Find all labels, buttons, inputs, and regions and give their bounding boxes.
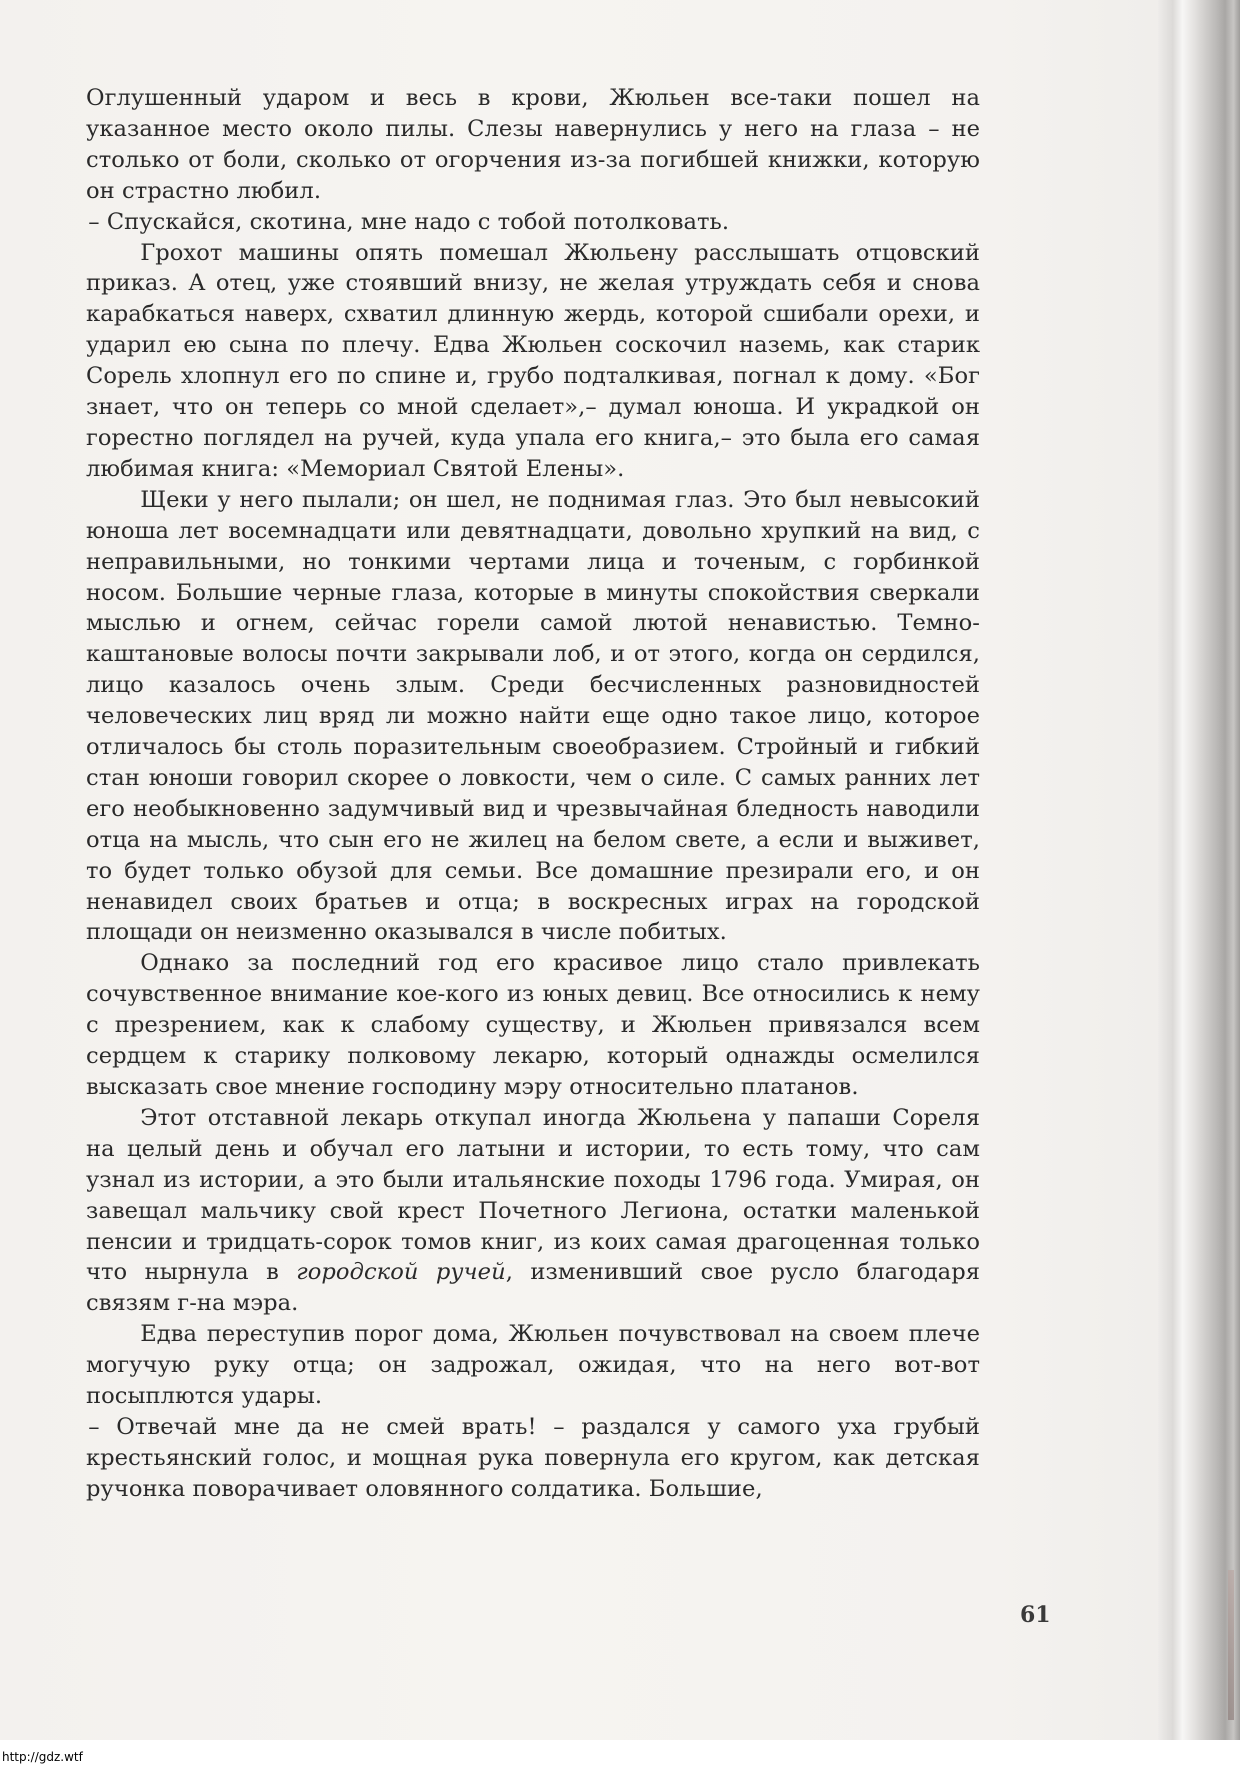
page-text [86, 83, 980, 1505]
italic-phrase: городской ручей [296, 1259, 506, 1286]
paragraph-text: Этот отставной лекарь откупал иногда Жюльена у папаши Сореля на целый день и обучал его латыни и истории, то есть тому, что сам узнал из истории, а это были итальянские походы 1796 года. Умирая, он завещал мальчику свой крест Почетного Легиона, остатки маленькой пенсии и тридцать-сорок томов книг, из коих самая драгоценная только что нырнула в [86, 1104, 980, 1286]
paragraph: Грохот машины опять помешал Жюльену расслышать отцовский приказ. А отец, уже стоявший внизу, не желая утруждать себя и снова карабкаться наверх, схватил длинную жердь, которой сшибали орехи, и ударил ею сына по плечу. Едва Жюльен соскочил наземь, как старик Сорель хлопнул его по спине и, грубо подталкивая, погнал к дому. «Бог знает, что он теперь со мной сделает»,– думал юноша. И украдкой он горестно поглядел на ручей, куда упала его книга,– это была его самая любимая книга: «Мемориал Святой Елены». [86, 239, 980, 482]
dialog-line: – Отвечай мне да не смей врать! – раздался у самого уха грубый крестьянский голос, и мощная рука повернула его кругом, как детская ручонка поворачивает оловянного солдатика. Большие, [86, 1413, 980, 1502]
paragraph: Оглушенный ударом и весь в крови, Жюльен все-таки пошел на указанное место около пилы. Слезы навернулись у него на глаза – не столько от боли, сколько от огорчения из-за погибшей книжки, которую он страстно любил. [86, 85, 980, 204]
page-number: 61 [1020, 1602, 1051, 1628]
binding-mark [1228, 1570, 1234, 1720]
source-link[interactable]: http://gdz.wtf [2, 1750, 83, 1764]
paragraph-text: , изменивший свое русло благодаря связям г-на мэра. [86, 1259, 981, 1317]
paragraph: Щеки у него пылали; он шел, не поднимая глаз. Это был невысокий юноша лет восемнадцати или девятнадцати, довольно хрупкий на вид, с неправильными, но тонкими чертами лица и точеным, с горбинкой носом. Большие черные глаза, которые в минуты спокойствия сверкали мыслью и огнем, сейчас горели самой лютой ненавистью. Темно-каштановые волосы почти закрывали лоб, и от этого, когда он сердился, лицо казалось очень злым. Среди бесчисленных разновидностей человеческих лиц вряд ли можно найти еще одно такое лицо, которое отличалось бы столь поразительным своеобразием. Стройный и гибкий стан юноши говорил скорее о ловкости, чем о силе. С самых ранних лет его необыкновенно задумчивый вид и чрезвычайная бледность наводили отца на мысль, что сын его не жилец на белом свете, а если и выживет, то будет только обузой для семьи. Все домашние презирали его, и он ненавидел своих братьев и отца; в воскресных играх на городской площади он неизменно оказывался в числе побитых. [86, 486, 980, 946]
book-gutter [1158, 0, 1240, 1740]
paragraph [86, 1103, 980, 1319]
paragraph: Едва переступив порог дома, Жюльен почувствовал на своем плече могучую руку отца; он задрожал, ожидая, что на него вот-вот посыплются удары. [86, 1321, 980, 1410]
footer-bar [0, 1740, 1240, 1771]
paragraph: Однако за последний год его красивое лицо стало привлекать сочувственное внимание кое-кого из юных девиц. Все относились к нему с презрением, как к слабому существу, и Жюльен привязался всем сердцем к старику полковому лекарю, который однажды осмелился высказать свое мнение господину мэру относительно платанов. [86, 950, 980, 1100]
dialog-line: – Спускайся, скотина, мне надо с тобой потолковать. [88, 208, 730, 235]
